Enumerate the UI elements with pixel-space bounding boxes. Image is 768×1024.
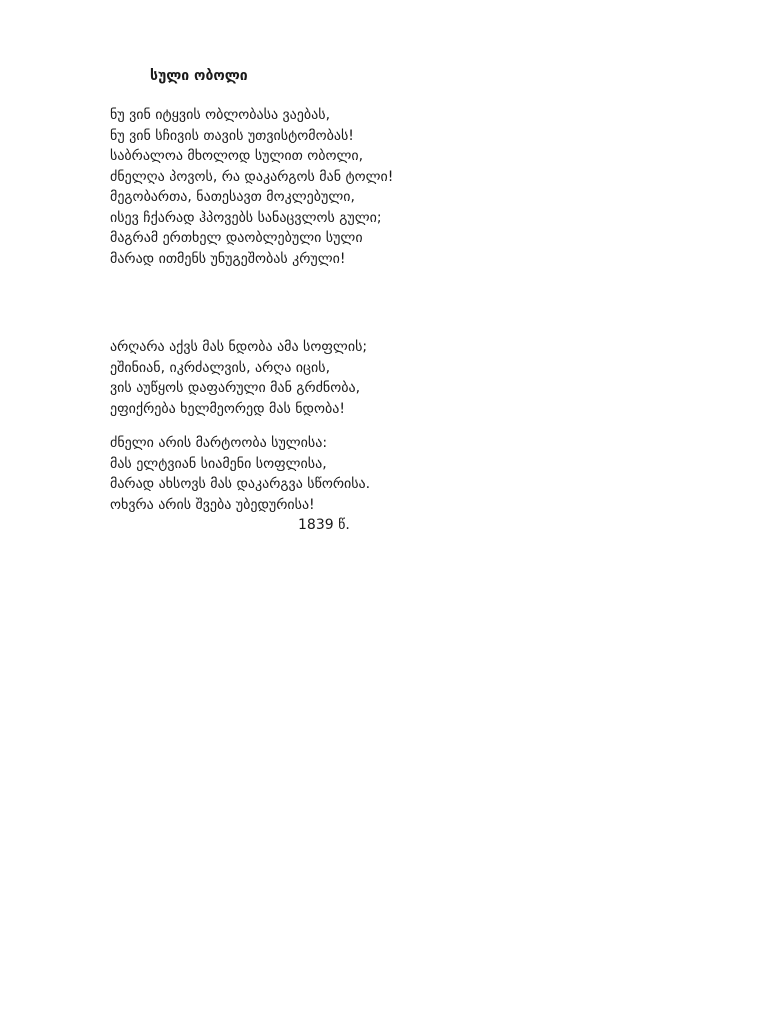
poem-title: სული ობოლი — [150, 68, 248, 84]
poem-date: 1839 წ. — [298, 517, 350, 533]
stanza-2 — [110, 337, 367, 419]
poem-line: ეფიქრება ხელმეორედ მას ნდობა! — [110, 400, 345, 417]
poem-line: ეშინიან, იკრძალვის, არღა იცის, — [110, 359, 331, 376]
stanza-1 — [110, 105, 393, 269]
poem-line: ნუ ვინ სჩივის თავის უთვისტომობას! — [110, 127, 354, 144]
poem-line: ძნელღა პოვოს, რა დაკარგოს მან ტოლი! — [110, 168, 394, 185]
poem-line: ძნელი არის მარტოობა სულისა: — [110, 435, 328, 451]
stanza-3 — [110, 433, 370, 515]
poem-line: ვის აუწყოს დაფარული მან გრძნობა, — [110, 380, 361, 396]
poem-line: არღარა აქვს მას ნდობა ამა სოფლის; — [110, 339, 368, 355]
poem-line: მაგრამ ერთხელ დაობლებული სული — [110, 230, 363, 246]
poem-line: მას ელტვიან სიამენი სოფლისა, — [110, 455, 327, 472]
poem-line: ისევ ჩქარად ჰპოვებს სანაცვლოს გული; — [110, 209, 382, 226]
poem-line: მარად ახსოვს მას დაკარგვა სწორისა. — [110, 476, 371, 492]
poem-line: ნუ ვინ იტყვის ობლობასა ვაებას, — [110, 107, 331, 123]
poem-line: ოხვრა არის შვება უბედურისა! — [110, 496, 315, 513]
poem-line: საბრალოა მხოლოდ სულით ობოლი, — [110, 148, 364, 164]
poem-line: მარად ითმენს უნუგეშობას კრული! — [110, 250, 346, 267]
poem-line: მეგობართა, ნათესავთ მოკლებული, — [110, 189, 355, 205]
